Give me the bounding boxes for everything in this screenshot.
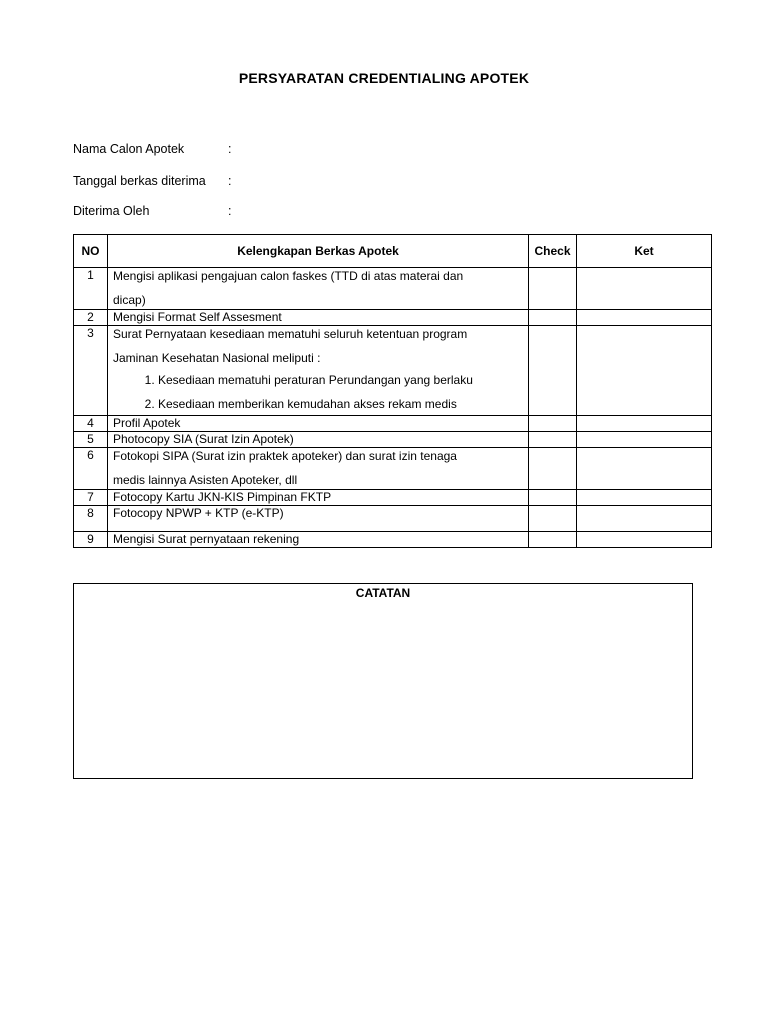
- item-text: Jaminan Kesehatan Nasional meliputi :: [113, 351, 321, 365]
- ket-cell[interactable]: [577, 268, 712, 310]
- table-header-row: [74, 235, 712, 268]
- row-item: Mengisi Surat pernyataan rekening: [108, 532, 529, 548]
- requirements-table: [73, 234, 712, 548]
- item-text: Surat Pernyataan kesediaan mematuhi seluruh ketentuan program: [113, 327, 468, 341]
- field-nama-calon-apotek: [73, 142, 231, 156]
- ket-cell[interactable]: [577, 506, 712, 532]
- ket-cell[interactable]: [577, 448, 712, 490]
- check-cell[interactable]: [529, 532, 577, 548]
- ket-cell[interactable]: [577, 490, 712, 506]
- header-ket: Ket: [577, 235, 712, 268]
- table-row: [74, 326, 712, 416]
- row-number: 9: [74, 532, 108, 548]
- check-cell[interactable]: [529, 416, 577, 432]
- field-colon: :: [228, 204, 232, 218]
- row-item: Profil Apotek: [108, 416, 529, 432]
- row-item: [108, 268, 529, 310]
- row-item: Mengisi Format Self Assesment: [108, 310, 529, 326]
- row-number: 4: [74, 416, 108, 432]
- header-item: Kelengkapan Berkas Apotek: [108, 235, 529, 268]
- item-text: Fotokopi SIPA (Surat izin praktek apoteker) dan surat izin tenaga: [113, 449, 457, 463]
- document-title: PERSYARATAN CREDENTIALING APOTEK: [238, 70, 530, 86]
- check-cell[interactable]: [529, 268, 577, 310]
- field-tanggal-berkas: [73, 174, 231, 188]
- check-cell[interactable]: [529, 326, 577, 416]
- table-row: [74, 310, 712, 326]
- row-item: Photocopy SIA (Surat Izin Apotek): [108, 432, 529, 448]
- field-label: Nama Calon Apotek: [73, 142, 185, 156]
- table-row: [74, 448, 712, 490]
- field-colon: :: [228, 174, 232, 188]
- ket-cell[interactable]: [577, 326, 712, 416]
- row-item: Fotocopy NPWP + KTP (e-KTP): [108, 506, 529, 532]
- check-cell[interactable]: [529, 310, 577, 326]
- field-colon: :: [228, 142, 232, 156]
- row-item: [108, 448, 529, 490]
- item-text: dicap): [113, 293, 146, 307]
- ket-cell[interactable]: [577, 416, 712, 432]
- row-number: 2: [74, 310, 108, 326]
- item-text: Mengisi aplikasi pengajuan calon faskes (TTD di atas materai dan: [113, 269, 464, 283]
- sub-list-item: 1. Kesediaan mematuhi peraturan Perundangan yang berlaku: [158, 372, 523, 388]
- row-number: 5: [74, 432, 108, 448]
- check-cell[interactable]: [529, 448, 577, 490]
- field-label: Tanggal berkas diterima: [73, 174, 206, 188]
- field-label: Diterima Oleh: [73, 204, 150, 218]
- sub-list: [113, 372, 523, 412]
- ket-cell[interactable]: [577, 432, 712, 448]
- table-row: [74, 416, 712, 432]
- row-number: 1: [74, 268, 108, 310]
- sub-list-item: 2. Kesediaan memberikan kemudahan akses rekam medis: [158, 396, 523, 412]
- notes-heading: CATATAN: [355, 586, 411, 600]
- check-cell[interactable]: [529, 490, 577, 506]
- item-text: medis lainnya Asisten Apoteker, dll: [113, 473, 298, 487]
- row-number: 3: [74, 326, 108, 416]
- row-item: Fotocopy Kartu JKN-KIS Pimpinan FKTP: [108, 490, 529, 506]
- ket-cell[interactable]: [577, 310, 712, 326]
- table-row: [74, 532, 712, 548]
- ket-cell[interactable]: [577, 532, 712, 548]
- check-cell[interactable]: [529, 506, 577, 532]
- check-cell[interactable]: [529, 432, 577, 448]
- row-number: 6: [74, 448, 108, 490]
- field-diterima-oleh: [73, 204, 231, 218]
- row-item: [108, 326, 529, 416]
- header-check: Check: [529, 235, 577, 268]
- row-number: 7: [74, 490, 108, 506]
- table-row: [74, 432, 712, 448]
- header-no: NO: [74, 235, 108, 268]
- table-row: [74, 490, 712, 506]
- table-row: [74, 268, 712, 310]
- row-number: 8: [74, 506, 108, 532]
- table-row: [74, 506, 712, 532]
- notes-box[interactable]: [73, 583, 693, 779]
